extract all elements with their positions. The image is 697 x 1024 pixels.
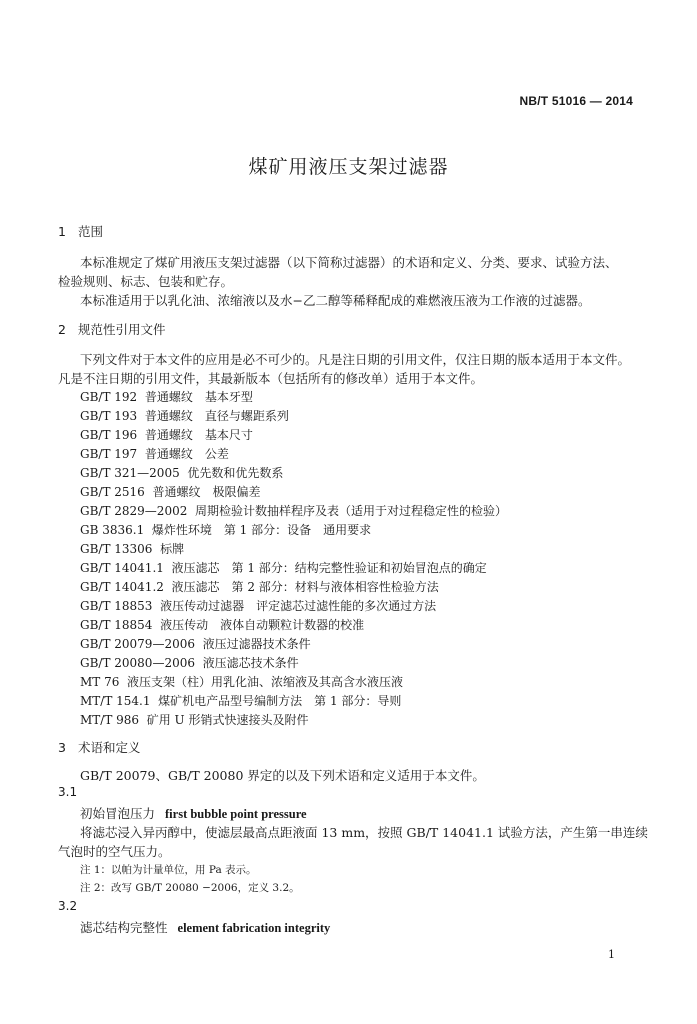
reference-item	[80, 673, 403, 690]
reference-title: 液压传动过滤器 评定滤芯过滤性能的多次通过方法	[160, 599, 437, 613]
clause-number: 3.1	[58, 785, 78, 799]
reference-title: 液压支架（柱）用乳化油、浓缩液及其高含水液压液	[127, 675, 404, 689]
reference-item	[80, 521, 371, 538]
reference-title: 普通螺纹 极限偏差	[152, 485, 261, 499]
reference-code: GB/T 321—2005	[80, 466, 180, 480]
reference-title: 液压滤芯 第 2 部分：材料与液体相容性检验方法	[171, 580, 439, 594]
reference-code: MT/T 986	[80, 713, 140, 727]
term-english: first bubble point pressure	[165, 807, 307, 821]
reference-title: 液压过滤器技术条件	[202, 637, 311, 651]
section-1-heading	[58, 222, 103, 240]
reference-code: GB/T 197	[80, 447, 138, 461]
term-english: element fabrication integrity	[177, 921, 331, 935]
reference-item	[80, 559, 487, 576]
reference-title: 优先数和优先数系	[187, 466, 284, 480]
scope-paragraph-line: 本标准适用于以乳化油、浓缩液以及水−乙二醇等稀释配成的难燃液压液为工作液的过滤器。	[80, 293, 591, 308]
reference-item	[80, 445, 229, 462]
term-chinese: 初始冒泡压力	[80, 806, 156, 821]
reference-item	[80, 407, 289, 424]
section-2-heading	[58, 320, 166, 338]
reference-title: 矿用 U 形销式快速接头及附件	[146, 713, 309, 727]
reference-item	[80, 388, 253, 405]
reference-code: GB/T 196	[80, 428, 138, 442]
reference-title: 周期检验计数抽样程序及表（适用于对过程稳定性的检验）	[194, 504, 507, 518]
references-intro-line: 凡是不注日期的引用文件，其最新版本（包括所有的修改单）适用于本文件。	[58, 371, 484, 386]
document-title: 煤矿用液压支架过滤器	[248, 156, 449, 178]
reference-item	[80, 578, 439, 595]
reference-code: MT/T 154.1	[80, 694, 151, 708]
reference-item	[80, 654, 299, 671]
reference-code: GB/T 20080—2006	[80, 656, 195, 670]
reference-code: GB/T 14041.2	[80, 580, 164, 594]
reference-code: GB/T 18853	[80, 599, 153, 613]
reference-item	[80, 692, 401, 709]
reference-code: GB/T 14041.1	[80, 561, 164, 575]
term-note: 注 2：改写 GB/T 20080 −2006，定义 3.2。	[80, 882, 300, 894]
reference-code: GB/T 192	[80, 390, 138, 404]
section-title: 规范性引用文件	[78, 322, 166, 337]
reference-item	[80, 426, 253, 443]
term-definition-line: 气泡时的空气压力。	[58, 844, 171, 859]
reference-code: GB 3836.1	[80, 523, 145, 537]
reference-item	[80, 616, 364, 633]
reference-item	[80, 540, 184, 557]
reference-code: MT 76	[80, 675, 120, 689]
reference-code: GB/T 18854	[80, 618, 153, 632]
reference-code: GB/T 13306	[80, 542, 153, 556]
clause-number: 3.2	[58, 899, 78, 913]
reference-code: GB/T 2829—2002	[80, 504, 188, 518]
scope-paragraph-line: 检验规则、标志、包装和贮存。	[58, 274, 234, 289]
term-chinese: 滤芯结构完整性	[80, 920, 168, 935]
section-number: 1	[58, 224, 66, 239]
reference-code: GB/T 20079—2006	[80, 637, 195, 651]
term-note: 注 1：以帕为计量单位，用 Pa 表示。	[80, 864, 257, 876]
term-definition-line: 将滤芯浸入异丙醇中，使滤层最高点距液面 13 mm，按照 GB/T 14041.1 试验方法，产生第一串连续	[80, 825, 648, 840]
term-entry	[80, 918, 330, 936]
reference-title: 液压传动 液体自动颗粒计数器的校准	[160, 618, 365, 632]
reference-title: 普通螺纹 基本尺寸	[144, 428, 253, 442]
reference-item	[80, 483, 260, 500]
scope-paragraph-line: 本标准规定了煤矿用液压支架过滤器（以下简称过滤器）的术语和定义、分类、要求、试验方法、	[80, 255, 618, 270]
section-number: 3	[58, 740, 66, 755]
standard-number: NB/T 51016 — 2014	[519, 94, 633, 108]
reference-item	[80, 711, 308, 728]
section-3-heading	[58, 738, 141, 756]
reference-title: 标牌	[160, 542, 185, 556]
reference-title: 煤矿机电产品型号编制方法 第 1 部分：导则	[158, 694, 402, 708]
reference-item	[80, 635, 311, 652]
reference-title: 普通螺纹 公差	[144, 447, 229, 461]
terms-intro: GB/T 20079、GB/T 20080 界定的以及下列术语和定义适用于本文件。	[80, 768, 485, 783]
reference-item	[80, 597, 436, 614]
reference-title: 普通螺纹 直径与螺距系列	[144, 409, 289, 423]
section-title: 术语和定义	[78, 740, 141, 755]
section-title: 范围	[78, 224, 104, 239]
reference-title: 普通螺纹 基本牙型	[144, 390, 253, 404]
reference-title: 液压滤芯 第 1 部分：结构完整性验证和初始冒泡点的确定	[171, 561, 487, 575]
section-number: 2	[58, 322, 66, 337]
term-entry	[80, 804, 307, 822]
references-intro-line: 下列文件对于本文件的应用是必不可少的。凡是注日期的引用文件，仅注日期的版本适用于本文件。	[80, 352, 631, 367]
reference-code: GB/T 193	[80, 409, 138, 423]
reference-title: 液压滤芯技术条件	[202, 656, 299, 670]
reference-item	[80, 502, 507, 519]
reference-code: GB/T 2516	[80, 485, 145, 499]
reference-title: 爆炸性环境 第 1 部分：设备 通用要求	[151, 523, 372, 537]
reference-item	[80, 464, 283, 481]
page-number: 1	[608, 948, 615, 961]
